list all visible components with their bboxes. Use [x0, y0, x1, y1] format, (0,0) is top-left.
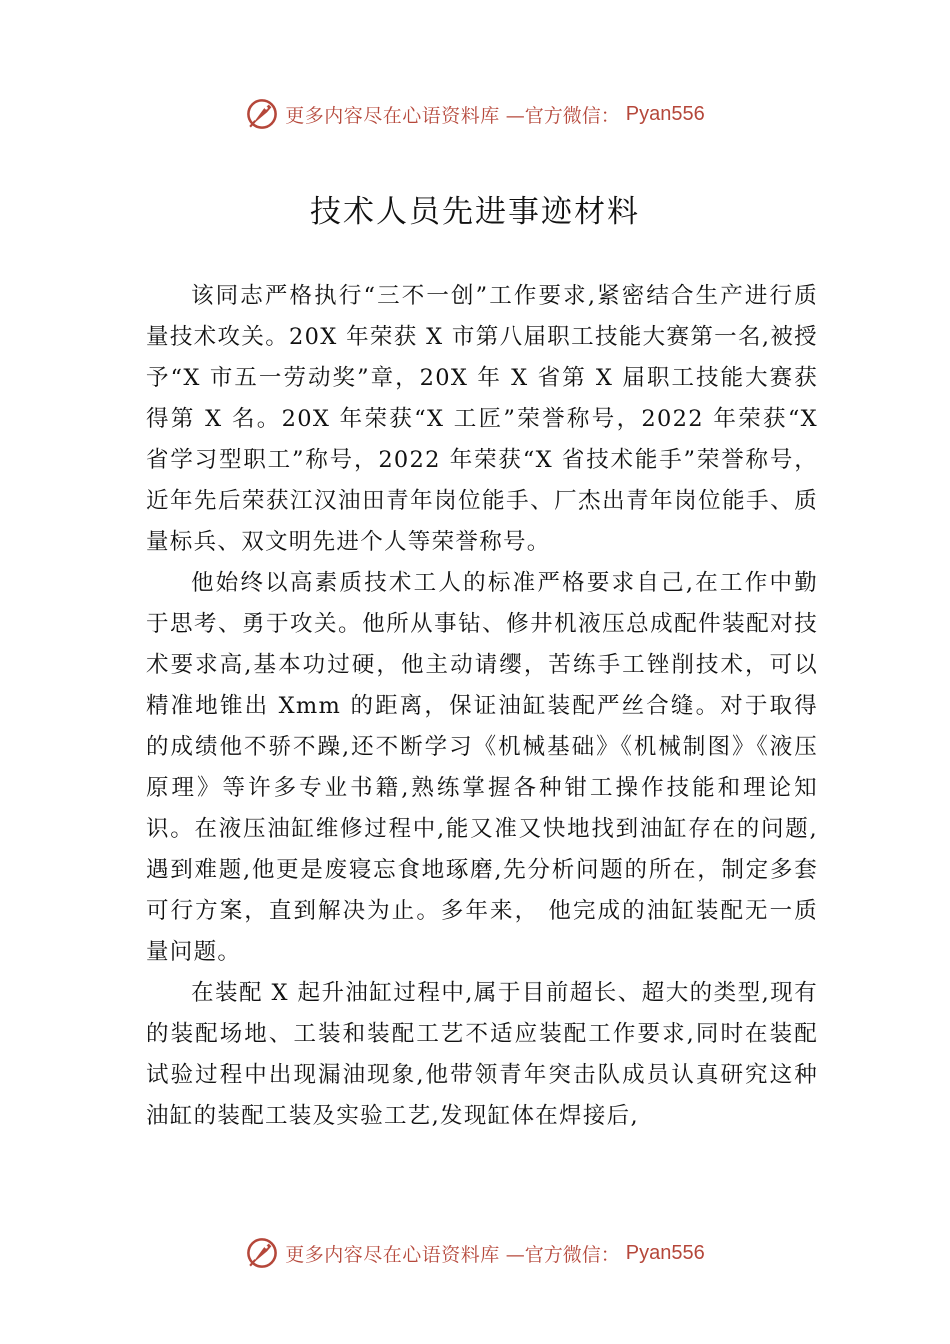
banner-text: 更多内容尽在心语资料库	[285, 1243, 500, 1266]
banner-wechat-label: —官方微信：	[505, 1243, 620, 1266]
paragraph-3: 在装配 X 起升油缸过程中,属于目前超长、超大的类型,现有的装配场地、工装和装配工艺不适应装配工作要求,同时在装配试验过程中出现漏油现象,他带领青年突击队成员认真研究这种油缸的装配工装及实验工艺,发现缸体在焊接后,	[146, 980, 818, 1129]
banner-wechat-label: —官方微信：	[505, 104, 620, 127]
pen-nib-logo-icon	[245, 1236, 279, 1270]
paragraph-2: 他始终以高素质技术工人的标准严格要求自己,在工作中勤于思考、勇于攻关。他所从事钻、修井机液压总成配件装配对技术要求高,基本功过硬，他主动请缨，苦练手工锉削技术，可以精准地锥出 Xmm 的距离，保证油缸装配严丝合缝。对于取得的成绩他不骄不躁,还不断学习《机械基础》《机械制图》《液压原理》等许多专业书籍,熟练掌握各种钳工操作技能和理论知识。在液压油缸维修过程中,能又准又快地找到油缸存在的问题,遇到难题,他更是废寝忘食地琢磨,先分析问题的所在，制定多套可行方案，直到解决为止。多年来， 他完成的油缸装配无一质量问题。	[146, 570, 818, 965]
pen-nib-logo-icon	[245, 97, 279, 131]
banner-text: 更多内容尽在心语资料库	[285, 104, 500, 127]
banner-wechat-id: Pyan556	[625, 102, 705, 125]
banner-wechat-id: Pyan556	[625, 1241, 705, 1264]
paragraph-1: 该同志严格执行“三不一创”工作要求,紧密结合生产进行质量技术攻关。20X 年荣获 X 市第八届职工技能大赛第一名,被授予“X 市五一劳动奖”章，20X 年 X 省第 X 届职工技能大赛获得第 X 名。20X 年荣获“X 工匠”荣誉称号，2022 年荣获“X 省学习型职工”称号，2022 年荣获“X 省技术能手”荣誉称号，近年先后荣获江汉油田青年岗位能手、厂杰出青年岗位能手、质量标兵、双文明先进个人等荣誉称号。	[146, 283, 818, 555]
footer-banner	[0, 1233, 950, 1273]
header-banner	[0, 94, 950, 134]
document-title: 技术人员先进事迹材料	[310, 194, 640, 230]
document-body	[146, 276, 818, 1137]
